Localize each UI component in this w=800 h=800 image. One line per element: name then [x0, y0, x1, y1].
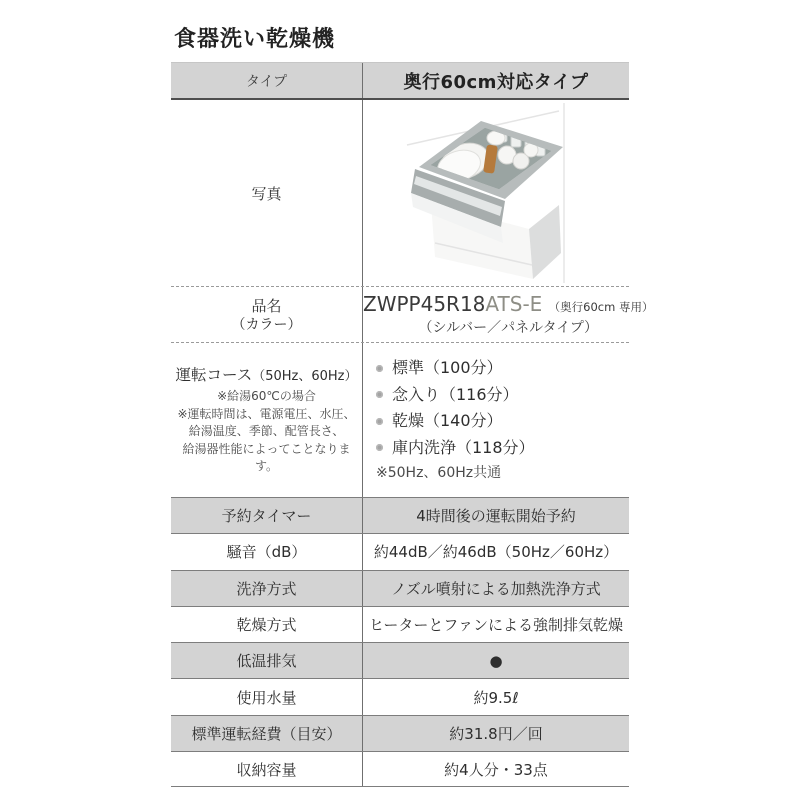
spec-value: 約4人分・33点 — [444, 760, 548, 779]
type-label: タイプ — [171, 63, 363, 98]
bullet-icon — [376, 444, 383, 451]
name-label-line1: 品名 — [251, 296, 282, 315]
spec-label: 乾燥方式 — [171, 607, 363, 642]
course-label — [171, 343, 363, 497]
course-note-line: 給湯器性能によってことなります。 — [182, 441, 351, 474]
spec-value: ヒーターとファンによる強制排気乾燥 — [368, 616, 624, 635]
spec-value-dot: ● — [489, 651, 503, 670]
table-row-photo — [171, 100, 629, 287]
spec-value: 約9.5ℓ — [473, 688, 519, 707]
course-footnote: ※50Hz、60Hz共通 — [376, 465, 502, 481]
name-label-line2: （カラー） — [231, 316, 302, 333]
photo-cell — [363, 100, 629, 286]
table-row-timer — [171, 497, 629, 533]
bullet-icon — [376, 365, 383, 372]
course-item: 庫内洗浄（118分） — [376, 435, 535, 462]
photo-label: 写真 — [171, 100, 363, 286]
course-list — [363, 343, 629, 497]
bullet-icon — [376, 391, 383, 398]
model-number — [363, 292, 654, 319]
spec-label: 予約タイマー — [171, 498, 363, 533]
model-suffix: ATS-E — [485, 292, 543, 316]
course-title: 運転コース（50Hz、60Hz） — [175, 366, 358, 385]
table-row-running-cost — [171, 715, 629, 751]
page-title: 食器洗い乾燥機 — [174, 27, 336, 52]
spec-value: 4時間後の運転開始予約 — [416, 507, 576, 526]
table-row-low-temp-exhaust — [171, 642, 629, 678]
table-row-wash-method — [171, 570, 629, 606]
type-value: 奥行60cm対応タイプ — [403, 71, 589, 93]
course-item: 念入り（116分） — [376, 382, 519, 409]
spec-label: 収納容量 — [171, 752, 363, 786]
table-row-course — [171, 343, 629, 497]
name-value — [363, 287, 654, 342]
model-note: （奥行60cm 専用） — [548, 300, 654, 314]
course-item: 標準（100分） — [376, 355, 503, 382]
spec-value: ノズル噴射による加熱洗浄方式 — [391, 579, 601, 598]
product-photo-dishwasher — [401, 103, 591, 283]
spec-label: 洗浄方式 — [171, 571, 363, 606]
spec-table — [171, 62, 654, 787]
table-row-dry-method — [171, 606, 629, 642]
course-note-line: 給湯温度、季節、配管長さ、 — [188, 424, 345, 439]
bullet-icon — [376, 418, 383, 425]
table-row-type — [171, 62, 629, 100]
spec-label: 標準運転経費（目安） — [171, 716, 363, 751]
course-item: 乾燥（140分） — [376, 408, 503, 435]
model-color: （シルバー／パネルタイプ） — [418, 320, 599, 336]
spec-label: 低温排気 — [171, 643, 363, 678]
table-row-name — [171, 287, 654, 343]
name-label — [171, 287, 363, 342]
spec-value: 約44dB／約46dB（50Hz／60Hz） — [373, 543, 619, 562]
spec-label: 使用水量 — [171, 679, 363, 714]
course-note-line: ※運転時間は、電源電圧、水圧、 — [177, 406, 356, 421]
table-row-noise — [171, 533, 629, 569]
table-row-capacity — [171, 751, 629, 787]
spec-label: 騒音（dB） — [171, 534, 363, 569]
table-row-water-usage — [171, 678, 629, 714]
spec-value: 約31.8円／回 — [449, 724, 543, 743]
course-note-line: ※給湯60℃の場合 — [217, 389, 316, 404]
model-main: ZWPP45R18 — [363, 292, 486, 316]
